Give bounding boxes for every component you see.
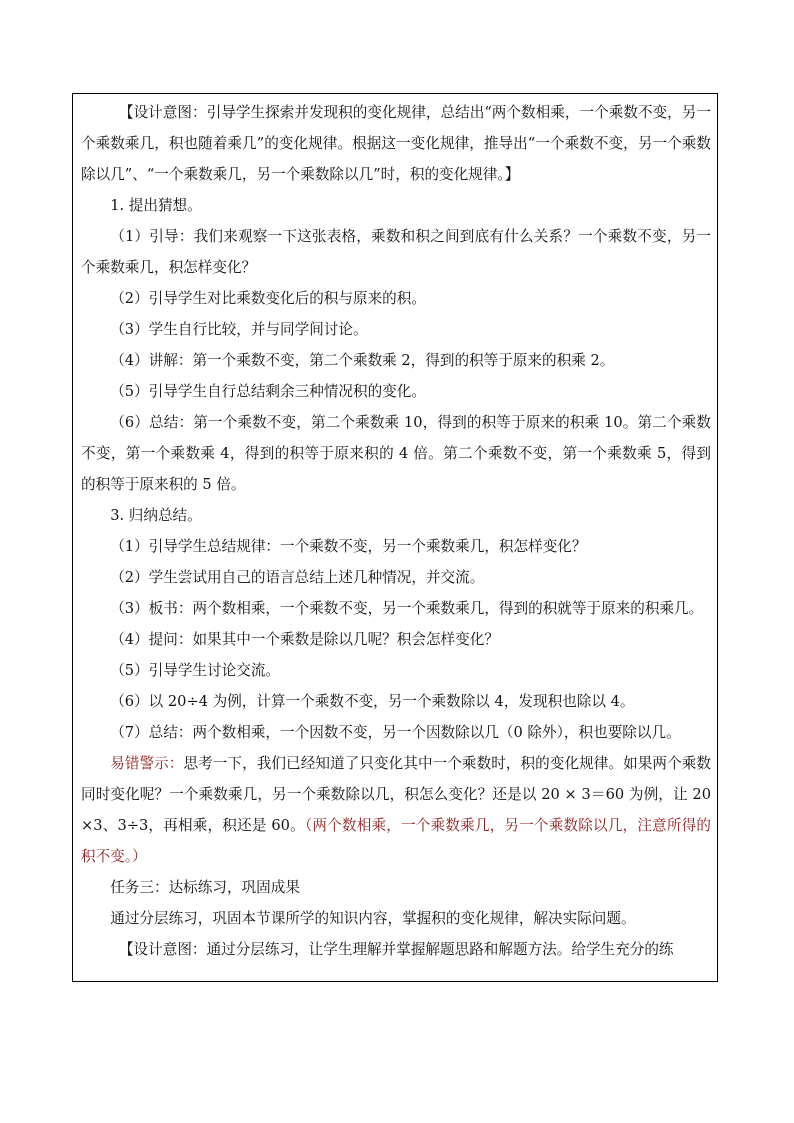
step-item: （7）总结：两个数相乘，一个因数不变，另一个因数除以几（0 除外），积也要除以几。 xyxy=(110,724,681,741)
step-heading-propose-guess: 1. 提出猜想。 xyxy=(110,197,202,214)
warning-label: 易错警示： xyxy=(110,755,184,772)
step-item: （6）总结：第一个乘数不变，第二个乘数乘 10，得到的积等于原来的积乘 10。第二个乘数不变，第一个乘数乘 4，得到的积等于原来积的 4 倍。第二个乘数不变，第一个乘数乘 5，得到的积等于原来积的 5 倍。 xyxy=(81,414,711,493)
design-intent-paragraph: 【设计意图：引导学生探索并发现积的变化规律，总结出“两个数相乘，一个乘数不变，另一个乘数乘几，积也随着乘几”的变化规律。根据这一变化规律，推导出“一个乘数不变，另一个乘数除以几”、“一个乘数乘几，另一个乘数除以几”时，积的变化规律。】 xyxy=(81,104,711,183)
lesson-table-cell xyxy=(72,93,718,982)
step-item: （5）引导学生讨论交流。 xyxy=(110,662,281,679)
step-item: （5）引导学生自行总结剩余三种情况积的变化。 xyxy=(110,383,426,400)
step-item: （4）提问：如果其中一个乘数是除以几呢？积会怎样变化？ xyxy=(110,631,499,648)
step-heading-summary: 3. 归纳总结。 xyxy=(110,507,202,524)
step-item: （3）学生自行比较，并与同学间讨论。 xyxy=(110,321,368,338)
lesson-content xyxy=(73,94,717,965)
warning-text: 思考一下，我们已经知道了只变化其中一个乘数时，积的变化规律。如果两个乘数同时变化呢？一个乘数乘几，另一个乘数除以几，积怎么变化？还是以 20 × 3＝60 为例，让 20×3、3÷3，再相乘，积还是 60。 xyxy=(81,755,711,834)
step-item: （3）板书：两个数相乘，一个乘数不变，另一个乘数乘几，得到的积就等于原来的积乘几。 xyxy=(110,600,704,617)
step-item: （1）引导：我们来观察一下这张表格，乘数和积之间到底有什么关系？一个乘数不变，另一个乘数乘几，积怎样变化？ xyxy=(81,228,711,276)
warning-paragraph xyxy=(81,748,711,872)
step-item: （2）学生尝试用自己的语言总结上述几种情况，并交流。 xyxy=(110,569,485,586)
task3-body: 通过分层练习，巩固本节课所学的知识内容，掌握积的变化规律，解决实际问题。 xyxy=(110,910,636,927)
step-item: （1）引导学生总结规律：一个乘数不变，另一个乘数乘几，积怎样变化？ xyxy=(110,538,587,555)
warning-note: （两个数相乘，一个乘数乘几，另一个乘数除以几，注意所得的积不变。） xyxy=(81,817,711,865)
step-item: （4）讲解：第一个乘数不变，第二个乘数乘 2，得到的积等于原来的积乘 2。 xyxy=(110,352,615,369)
task3-heading: 任务三：达标练习，巩固成果 xyxy=(110,879,300,896)
step-item: （2）引导学生对比乘数变化后的积与原来的积。 xyxy=(110,290,426,307)
step-item: （6）以 20÷4 为例，计算一个乘数不变，另一个乘数除以 4，发现积也除以 4。 xyxy=(110,693,635,710)
task3-design-intent: 【设计意图：通过分层练习，让学生理解并掌握解题思路和解题方法。给学生充分的练 xyxy=(118,941,674,958)
